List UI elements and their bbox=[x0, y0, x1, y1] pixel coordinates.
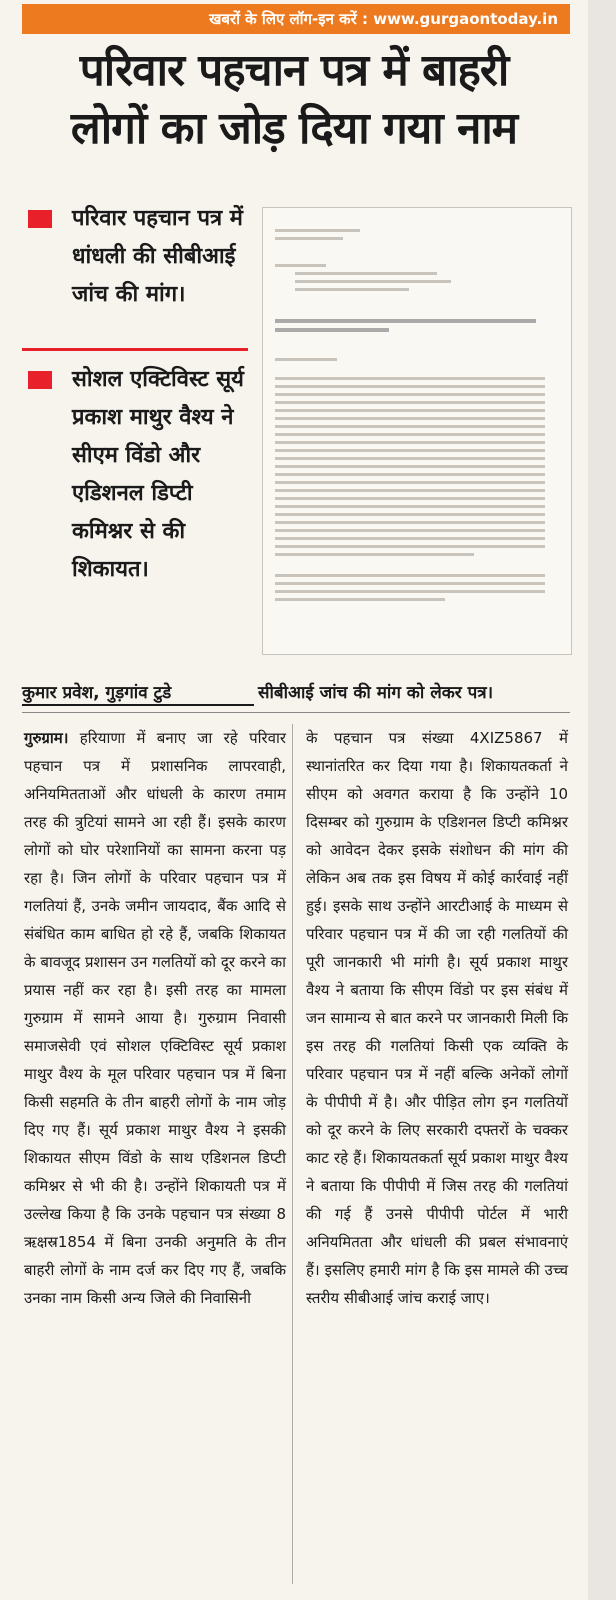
highlight-divider bbox=[22, 348, 248, 351]
highlight-text: परिवार पहचान पत्र में धांधली की सीबीआई जांच की मांग। bbox=[72, 206, 243, 307]
headline-line-2: लोगों का जोड़ दिया गया नाम bbox=[70, 103, 518, 154]
banner-text: खबरों के लिए लॉग-इन करें : www.gurgaontoday.in bbox=[209, 10, 558, 28]
article-column-left bbox=[24, 724, 286, 1312]
right-margin bbox=[588, 0, 616, 1600]
byline-rule bbox=[22, 704, 254, 706]
headline-line-1: परिवार पहचान पत्र में बाहरी bbox=[79, 45, 509, 96]
article-text-right: के पहचान पत्र संख्या 4XIZ5867 में स्थानांतरित कर दिया गया है। शिकायतकर्ता ने सीएम को अवगत कराया है कि उन्होंने 10 दिसम्बर को गुरुग्राम के एडिशनल डिप्टी कमिश्नर को आवेदन देकर इसके संशोधन की मांग की लेकिन अब तक इस विषय में कोई कार्रवाई नहीं हुई। इसके साथ उन्होंने आरटीआई के माध्यम से परिवार पहचान पत्र में की जा रही गलतियों की पूरी जानकारी भी मांगी है। सूर्य प्रकाश माथुर वैश्य ने बताया कि सीएम विंडो पर इस संबंध में जन सामान्य से बात करने पर जानकारी मिली कि इस तरह की गलतियां किसी एक व्यक्ति के परिवार पहचान पत्र में नहीं बल्कि अनेकों लोगों के पीपीपी में है। और पीड़ित लोग इन गलतियों को दूर करने के लिए सरकारी दफ्तरों के चक्कर काट रहे हैं। शिकायतकर्ता सूर्य प्रकाश माथुर वैश्य ने बताया कि पीपीपी में जिस तरह की गलतियां की गई हैं उनसे पीपीपी पोर्टल में भारी अनियमितता और धांधली की प्रबल संभावनाएं हैं। इसलिए हमारी मांग है कि इस मामले की उच्च स्तरीय सीबीआई जांच कराई जाए। bbox=[306, 729, 568, 1307]
highlight-item bbox=[22, 200, 250, 348]
column-separator bbox=[292, 724, 293, 1584]
byline: कुमार प्रवेश, गुड़गांव टुडे bbox=[22, 683, 172, 703]
highlights bbox=[22, 200, 250, 589]
article-column-right bbox=[306, 724, 568, 1312]
bullet-marker-icon bbox=[28, 210, 52, 228]
letter-image bbox=[262, 207, 572, 655]
bullet-marker-icon bbox=[28, 371, 52, 389]
highlight-item bbox=[22, 361, 250, 589]
website-banner[interactable] bbox=[22, 4, 570, 34]
headline bbox=[14, 42, 574, 158]
highlight-text: सोशल एक्टिविस्ट सूर्य प्रकाश माथुर वैश्य ने सीएम विंडो और एडिशनल डिप्टी कमिश्नर से की शिकायत। bbox=[72, 367, 244, 582]
article-text-left: हरियाणा में बनाए जा रहे परिवार पहचान पत्र में प्रशासनिक लापरवाही, अनियमितताओं और धांधली के कारण तमाम तरह की त्रुटियां सामने आ रही हैं। इसके कारण लोगों को घोर परेशानियों का सामना करना पड़ रहा है। जिन लोगों के परिवार पहचान पत्र में गलतियां हैं, उनके जमीन जायदाद, बैंक आदि से संबंधित काम बाधित हो रहे हैं, जबकि शिकायत के बावजूद प्रशासन उन गलतियों को दूर करने का प्रयास नहीं कर रहा है। इसी तरह का मामला गुरुग्राम में सामने आया है। गुरुग्राम निवासी समाजसेवी एवं सोशल एक्टिविस्ट सूर्य प्रकाश माथुर वैश्य के मूल परिवार पहचान पत्र में बिना किसी सहमति के तीन बाहरी लोगों के नाम जोड़ दिए गए हैं। सूर्य प्रकाश माथुर वैश्य ने इसकी शिकायत सीएम विंडो के साथ एडिशनल डिप्टी कमिश्नर से भी की है। उन्होंने शिकायती पत्र में उल्लेख किया है कि उनके पहचान पत्र संख्या 8 ऋक्षस्र1854 में बिना उनकी अनुमति के तीन बाहरी लोगों के नाम दर्ज कर दिए गए हैं, जबकि उनका नाम किसी अन्य जिले की निवासिनी bbox=[24, 729, 286, 1307]
photo-caption: सीबीआई जांच की मांग को लेकर पत्र। bbox=[258, 683, 494, 703]
dateline: गुरुग्राम। bbox=[24, 729, 69, 747]
section-divider bbox=[22, 712, 570, 713]
